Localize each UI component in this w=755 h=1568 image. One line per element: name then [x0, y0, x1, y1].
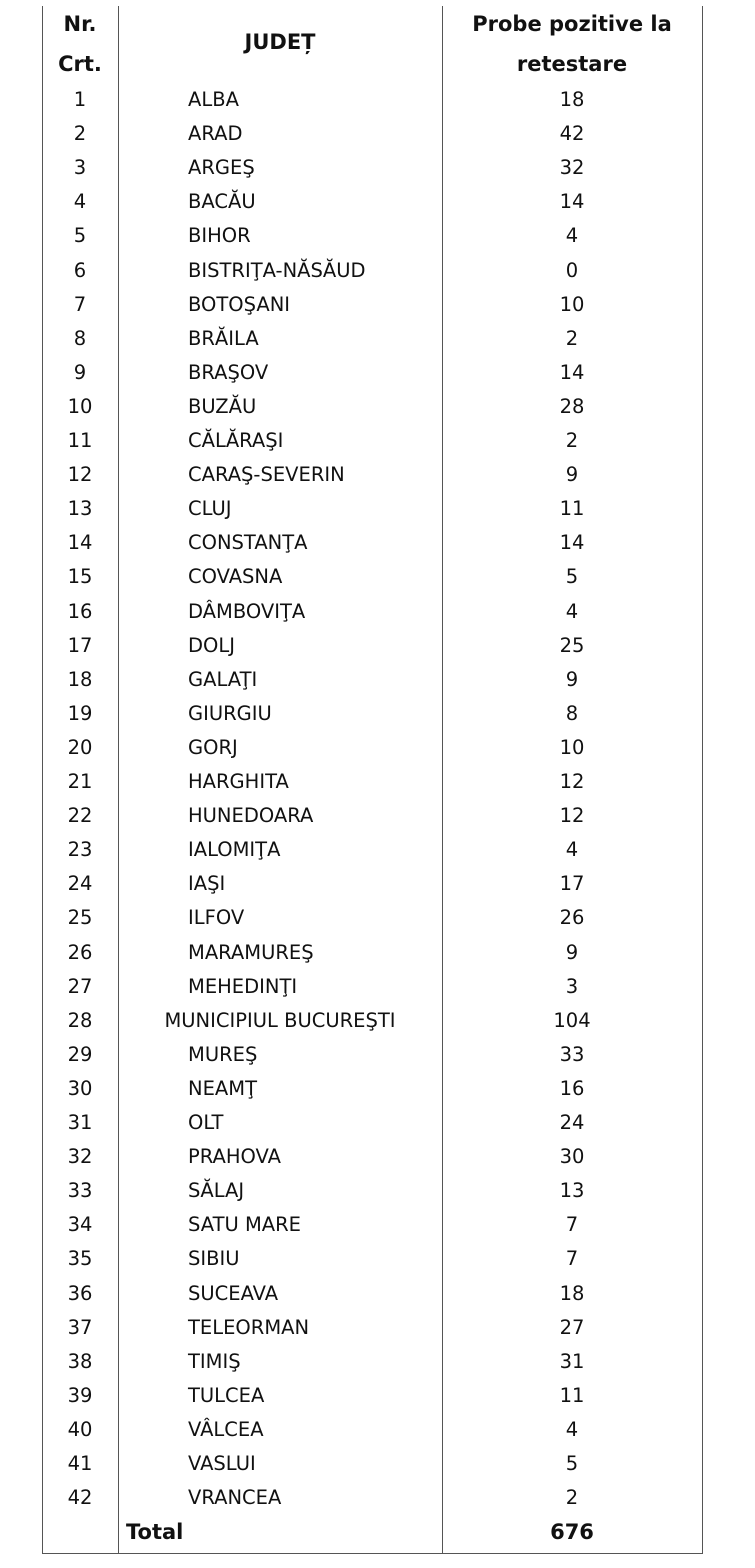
row-judet: SUCEAVA	[188, 1282, 279, 1305]
row-number: 25	[67, 906, 93, 929]
row-number: 15	[67, 565, 93, 588]
row-number: 11	[67, 429, 93, 452]
row-number: 6	[73, 259, 87, 282]
header-nr-line1: Nr.	[63, 12, 97, 36]
row-number: 42	[67, 1486, 93, 1509]
row-number: 18	[67, 668, 93, 691]
row-number: 33	[67, 1179, 93, 1202]
row-value: 7	[565, 1247, 579, 1270]
row-number: 34	[67, 1213, 93, 1236]
row-number: 2	[73, 122, 87, 145]
row-number: 9	[73, 361, 87, 384]
row-judet: GIURGIU	[188, 702, 272, 725]
row-judet: BACĂU	[188, 190, 256, 213]
row-value: 18	[559, 88, 585, 111]
row-number: 14	[67, 531, 93, 554]
row-judet: VÂLCEA	[188, 1418, 264, 1441]
row-judet: ALBA	[188, 88, 239, 111]
row-number: 27	[67, 975, 93, 998]
row-value: 13	[559, 1179, 585, 1202]
row-value: 5	[565, 565, 579, 588]
row-judet: GORJ	[188, 736, 238, 759]
row-judet: BIHOR	[188, 224, 251, 247]
row-number: 7	[73, 293, 87, 316]
row-judet: MUREŞ	[188, 1043, 258, 1066]
row-judet: BRAŞOV	[188, 361, 269, 384]
row-judet: TIMIŞ	[188, 1350, 241, 1373]
row-judet: DOLJ	[188, 634, 235, 657]
row-judet: BRĂILA	[188, 327, 259, 350]
row-value: 31	[559, 1350, 585, 1373]
row-number: 41	[67, 1452, 93, 1475]
row-value: 17	[559, 872, 585, 895]
row-number: 16	[67, 600, 93, 623]
row-number: 4	[73, 190, 87, 213]
row-value: 9	[565, 668, 579, 691]
row-value: 24	[559, 1111, 585, 1134]
row-number: 40	[67, 1418, 93, 1441]
row-judet: COVASNA	[188, 565, 283, 588]
row-number: 39	[67, 1384, 93, 1407]
row-value: 2	[565, 429, 579, 452]
row-value: 9	[565, 941, 579, 964]
row-value: 5	[565, 1452, 579, 1475]
row-number: 28	[67, 1009, 93, 1032]
row-value: 26	[559, 906, 585, 929]
row-judet: SATU MARE	[188, 1213, 301, 1236]
row-number: 3	[73, 156, 87, 179]
header-nr-crt	[42, 4, 118, 84]
row-value: 14	[559, 361, 585, 384]
row-number: 37	[67, 1316, 93, 1339]
row-number: 8	[73, 327, 87, 350]
row-value: 0	[565, 259, 579, 282]
row-value: 14	[559, 190, 585, 213]
column-divider-1	[118, 6, 119, 1554]
row-value: 12	[559, 770, 585, 793]
row-judet: CLUJ	[188, 497, 232, 520]
row-value: 10	[559, 293, 585, 316]
row-judet: CONSTANŢA	[188, 531, 308, 554]
row-number: 12	[67, 463, 93, 486]
row-number: 36	[67, 1282, 93, 1305]
row-number: 30	[67, 1077, 93, 1100]
row-judet: TULCEA	[188, 1384, 265, 1407]
row-number: 22	[67, 804, 93, 827]
row-number: 17	[67, 634, 93, 657]
row-judet: VRANCEA	[188, 1486, 282, 1509]
header-judet: JUDEȚ	[244, 30, 316, 54]
row-number: 19	[67, 702, 93, 725]
row-judet: OLT	[188, 1111, 224, 1134]
row-number: 21	[67, 770, 93, 793]
row-value: 11	[559, 497, 585, 520]
row-number: 24	[67, 872, 93, 895]
row-judet: CARAŞ-SEVERIN	[188, 463, 345, 486]
header-value-line1: Probe pozitive la	[472, 12, 672, 36]
row-number: 35	[67, 1247, 93, 1270]
row-judet: BUZĂU	[188, 395, 257, 418]
row-value: 9	[565, 463, 579, 486]
row-value: 42	[559, 122, 585, 145]
row-number: 1	[73, 88, 87, 111]
header-probe-pozitive	[442, 4, 702, 84]
row-value: 18	[559, 1282, 585, 1305]
row-judet: ILFOV	[188, 906, 245, 929]
row-number: 32	[67, 1145, 93, 1168]
row-number: 23	[67, 838, 93, 861]
row-value: 2	[565, 1486, 579, 1509]
header-value-line2: retestare	[516, 52, 628, 76]
row-value: 30	[559, 1145, 585, 1168]
row-judet: MEHEDINŢI	[188, 975, 298, 998]
row-value: 4	[565, 600, 579, 623]
total-value: 676	[550, 1520, 594, 1544]
row-judet: TELEORMAN	[188, 1316, 310, 1339]
row-judet: CĂLĂRAŞI	[188, 429, 284, 452]
row-value: 7	[565, 1213, 579, 1236]
row-judet: DÂMBOVIŢA	[188, 600, 306, 623]
row-value: 25	[559, 634, 585, 657]
row-value: 8	[565, 702, 579, 725]
table-border-right	[702, 6, 703, 1554]
row-value: 32	[559, 156, 585, 179]
row-value: 11	[559, 1384, 585, 1407]
row-judet: HARGHITA	[188, 770, 289, 793]
row-value: 10	[559, 736, 585, 759]
row-judet: MUNICIPIUL BUCUREŞTI	[164, 1009, 396, 1032]
row-judet: HUNEDOARA	[188, 804, 314, 827]
row-judet: ARGEŞ	[188, 156, 255, 179]
row-judet: IALOMIŢA	[188, 838, 281, 861]
row-value: 12	[559, 804, 585, 827]
row-number: 31	[67, 1111, 93, 1134]
row-value: 3	[565, 975, 579, 998]
row-number: 20	[67, 736, 93, 759]
row-value: 16	[559, 1077, 585, 1100]
row-value: 2	[565, 327, 579, 350]
row-value: 4	[565, 838, 579, 861]
row-judet: NEAMŢ	[188, 1077, 257, 1100]
row-value: 4	[565, 224, 579, 247]
row-value: 104	[553, 1009, 591, 1032]
row-value: 28	[559, 395, 585, 418]
row-value: 27	[559, 1316, 585, 1339]
row-judet: MARAMUREŞ	[188, 941, 314, 964]
row-judet: ARAD	[188, 122, 243, 145]
table-border-bottom	[42, 1553, 703, 1554]
row-judet: BOTOŞANI	[188, 293, 291, 316]
row-judet: GALAŢI	[188, 668, 258, 691]
header-nr-line2: Crt.	[58, 52, 102, 76]
row-judet: VASLUI	[188, 1452, 256, 1475]
row-judet: SĂLAJ	[188, 1179, 245, 1202]
row-value: 33	[559, 1043, 585, 1066]
row-number: 38	[67, 1350, 93, 1373]
row-value: 4	[565, 1418, 579, 1441]
row-value: 14	[559, 531, 585, 554]
row-number: 10	[67, 395, 93, 418]
row-judet: SIBIU	[188, 1247, 240, 1270]
row-judet: IAŞI	[188, 872, 226, 895]
total-label: Total	[126, 1520, 184, 1544]
row-judet: BISTRIŢA-NĂSĂUD	[188, 259, 366, 282]
row-number: 29	[67, 1043, 93, 1066]
row-judet: PRAHOVA	[188, 1145, 281, 1168]
row-number: 13	[67, 497, 93, 520]
row-number: 5	[73, 224, 87, 247]
row-number: 26	[67, 941, 93, 964]
